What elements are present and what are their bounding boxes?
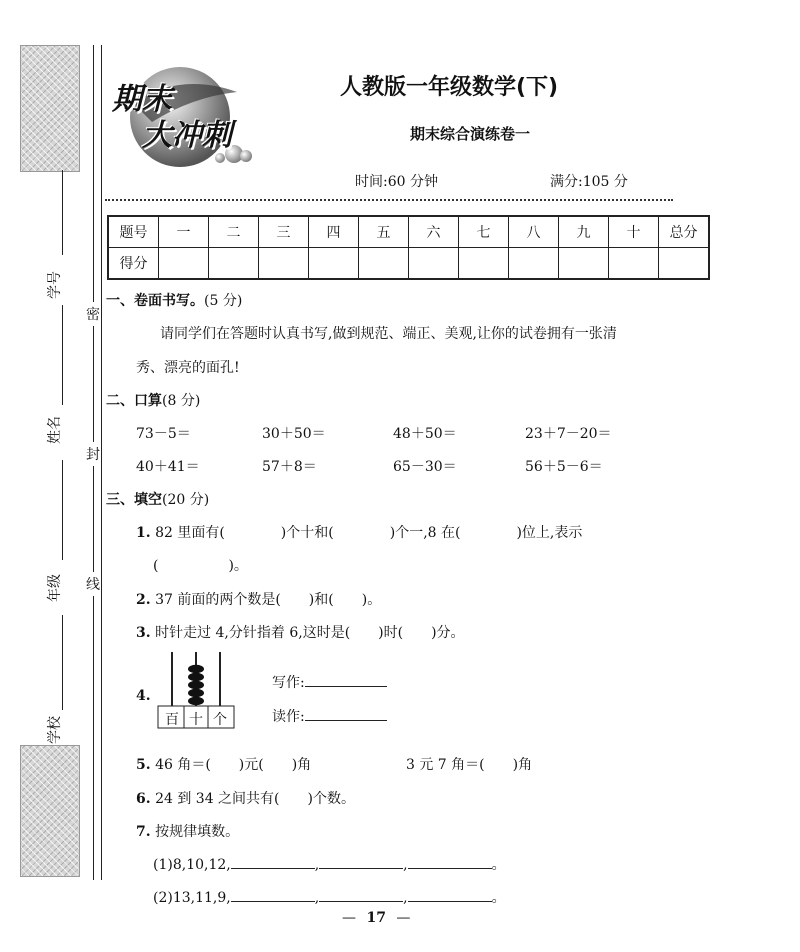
margin-label-school: 学校 bbox=[47, 716, 63, 744]
q7-seq1 bbox=[153, 854, 506, 874]
seal-char-mi: 密 bbox=[86, 302, 100, 326]
section1-line2: 秀、漂亮的面孔! bbox=[136, 360, 240, 376]
q7-number: 7. bbox=[136, 824, 151, 840]
score-row-label: 得分 bbox=[108, 248, 159, 280]
q6-text: 24 到 34 之间共有( )个数。 bbox=[155, 791, 355, 807]
margin-line-school bbox=[62, 615, 63, 710]
q7-seq1-blank2[interactable] bbox=[319, 854, 403, 869]
score-cell[interactable] bbox=[359, 248, 409, 280]
q5-text-b: 3 元 7 角＝( )角 bbox=[406, 757, 533, 773]
score-header-cell: 四 bbox=[309, 216, 359, 248]
q2-number: 2. bbox=[136, 592, 151, 608]
calc-item: 56＋5－6＝ bbox=[525, 459, 603, 475]
section1-title: 一、卷面书写。 bbox=[106, 293, 204, 309]
q6 bbox=[136, 788, 355, 808]
score-header-cell: 一 bbox=[159, 216, 209, 248]
margin-label-grade: 年级 bbox=[47, 574, 63, 602]
page-number-row bbox=[342, 910, 410, 926]
seal-line-right bbox=[101, 45, 102, 880]
score-cell[interactable] bbox=[309, 248, 359, 280]
exam-full-marks: 满分:105 分 bbox=[550, 174, 628, 190]
score-table bbox=[107, 215, 710, 280]
section2-score: (8 分) bbox=[162, 393, 201, 409]
score-cell[interactable] bbox=[509, 248, 559, 280]
q2-text: 37 前面的两个数是( )和( )。 bbox=[155, 592, 382, 608]
section3-heading bbox=[106, 489, 209, 509]
logo bbox=[112, 62, 257, 172]
margin-line-student-no bbox=[62, 170, 63, 255]
abacus-label-tens: 十 bbox=[189, 712, 203, 728]
score-header-cell: 七 bbox=[459, 216, 509, 248]
q7-seq2-blank1[interactable] bbox=[231, 887, 315, 902]
score-header-cell: 六 bbox=[409, 216, 459, 248]
q1-number: 1. bbox=[136, 525, 151, 541]
dotted-divider bbox=[105, 199, 673, 201]
margin-pattern-top bbox=[20, 45, 80, 172]
section1-line1: 请同学们在答题时认真书写,做到规范、端正、美观,让你的试卷拥有一张清 bbox=[160, 326, 617, 342]
q7-sep: , bbox=[403, 890, 408, 906]
calc-item: 65－30＝ bbox=[393, 459, 457, 475]
q7-text: 按规律填数。 bbox=[155, 824, 240, 840]
page-subtitle: 期末综合演练卷一 bbox=[410, 125, 531, 143]
calc-item: 30＋50＝ bbox=[262, 426, 326, 442]
score-cell[interactable] bbox=[659, 248, 710, 280]
score-header-cell: 九 bbox=[559, 216, 609, 248]
score-header-cell: 八 bbox=[509, 216, 559, 248]
page-number: 17 bbox=[366, 910, 386, 926]
logo-text-line2: 大冲刺 bbox=[142, 118, 232, 153]
q2 bbox=[136, 589, 381, 609]
score-header-cell: 三 bbox=[259, 216, 309, 248]
q4-write-label: 写作: bbox=[272, 675, 305, 691]
q4-read-blank[interactable] bbox=[305, 706, 387, 721]
score-header-cell: 十 bbox=[609, 216, 659, 248]
q7-seq1-blank1[interactable] bbox=[231, 854, 315, 869]
abacus-label-ones: 个 bbox=[213, 712, 227, 728]
margin-label-name: 姓名 bbox=[47, 416, 63, 444]
q1-text: 82 里面有( )个十和( )个一,8 在( )位上,表示 bbox=[155, 525, 583, 541]
q7-sep: , bbox=[403, 857, 408, 873]
score-cell[interactable] bbox=[609, 248, 659, 280]
section1-heading bbox=[106, 290, 242, 310]
score-table-header-row bbox=[108, 216, 709, 248]
score-cell[interactable] bbox=[559, 248, 609, 280]
q3-number: 3. bbox=[136, 625, 151, 641]
section3-score: (20 分) bbox=[162, 492, 210, 508]
q7-seq2-blank2[interactable] bbox=[319, 887, 403, 902]
q7-sep: , bbox=[314, 890, 320, 906]
q7-seq1-given: (1)8,10,12, bbox=[153, 857, 231, 873]
section3-title: 三、填空 bbox=[106, 492, 162, 508]
q3-text: 时针走过 4,分针指着 6,这时是( )时( )分。 bbox=[155, 625, 465, 641]
calc-item: 73－5＝ bbox=[136, 426, 191, 442]
score-header-cell: 五 bbox=[359, 216, 409, 248]
page-dash-left: — bbox=[342, 910, 356, 926]
score-cell[interactable] bbox=[459, 248, 509, 280]
abacus bbox=[157, 652, 235, 730]
score-cell[interactable] bbox=[209, 248, 259, 280]
margin-line-grade bbox=[62, 460, 63, 560]
q7-seq2-blank3[interactable] bbox=[408, 887, 492, 902]
exam-time: 时间:60 分钟 bbox=[355, 174, 438, 190]
q7-seq2 bbox=[153, 887, 506, 907]
score-table-score-row bbox=[108, 248, 709, 280]
q5-text-a: 46 角＝( )元( )角 bbox=[155, 757, 312, 773]
score-cell[interactable] bbox=[159, 248, 209, 280]
q4-write bbox=[272, 672, 387, 692]
q7-seq1-blank3[interactable] bbox=[408, 854, 492, 869]
q4-read-label: 读作: bbox=[272, 709, 305, 725]
q7-seq2-given: (2)13,11,9, bbox=[153, 890, 231, 906]
score-header-cell: 总分 bbox=[659, 216, 710, 248]
calc-item: 40＋41＝ bbox=[136, 459, 200, 475]
q7-sep: , bbox=[314, 857, 320, 873]
q6-number: 6. bbox=[136, 791, 151, 807]
score-cell[interactable] bbox=[259, 248, 309, 280]
seal-char-xian: 线 bbox=[86, 572, 100, 596]
abacus-label-hundreds: 百 bbox=[165, 712, 179, 728]
section1-score: (5 分) bbox=[204, 293, 243, 309]
calc-item: 57＋8＝ bbox=[262, 459, 317, 475]
q5 bbox=[136, 754, 311, 774]
seal-char-feng: 封 bbox=[86, 442, 100, 466]
score-header-cell: 题号 bbox=[108, 216, 159, 248]
calc-item: 48＋50＝ bbox=[393, 426, 457, 442]
q7-end: 。 bbox=[491, 857, 506, 873]
q3 bbox=[136, 622, 465, 642]
margin-pattern-bottom bbox=[20, 745, 80, 877]
calc-item: 23＋7－20＝ bbox=[525, 426, 612, 442]
q5-number: 5. bbox=[136, 757, 151, 773]
q4-read bbox=[272, 706, 387, 726]
q7 bbox=[136, 821, 239, 841]
margin-label-student-no: 学号 bbox=[47, 271, 63, 299]
page-title: 人教版一年级数学(下) bbox=[340, 75, 559, 100]
page-dash-right: — bbox=[396, 910, 411, 926]
margin-line-name bbox=[62, 305, 63, 405]
q7-end: 。 bbox=[491, 890, 506, 906]
q1-line2: ( )。 bbox=[153, 558, 248, 574]
logo-text-line1: 期末 bbox=[112, 82, 172, 117]
q1 bbox=[136, 522, 582, 542]
score-header-cell: 二 bbox=[209, 216, 259, 248]
q4-write-blank[interactable] bbox=[305, 672, 387, 687]
score-cell[interactable] bbox=[409, 248, 459, 280]
q4-number: 4. bbox=[136, 688, 151, 704]
section2-title: 二、口算 bbox=[106, 393, 162, 409]
section2-heading bbox=[106, 390, 200, 410]
